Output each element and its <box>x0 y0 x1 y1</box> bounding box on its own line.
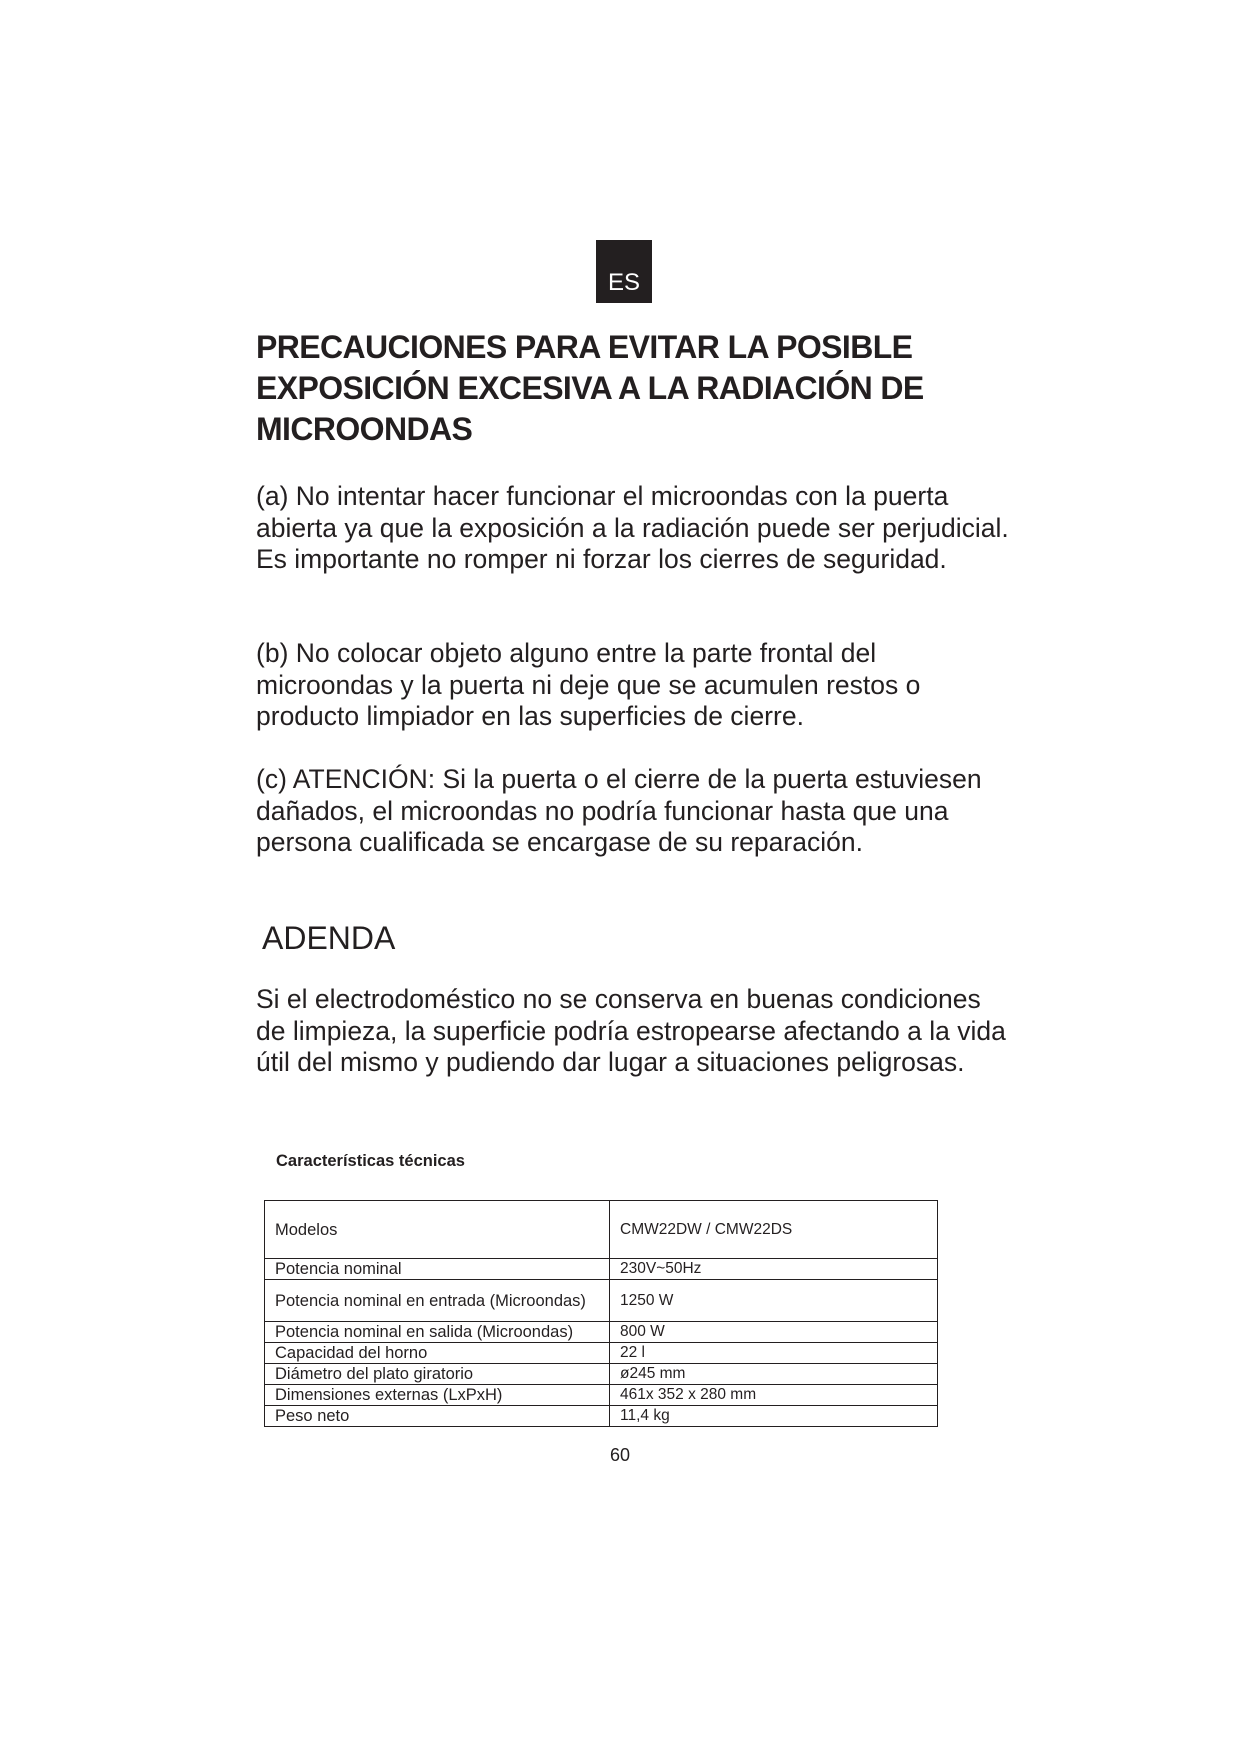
precaution-b: (b) No colocar objeto alguno entre la parte frontal del microondas y la puerta ni deje que se acumulen restos o producto limpiador en las superficies de cierre. <box>256 638 921 731</box>
table-row <box>265 1385 938 1406</box>
spec-value: 1250 W <box>610 1280 938 1322</box>
spec-value: ø245 mm <box>610 1364 938 1385</box>
spec-label: Dimensiones externas (LxPxH) <box>265 1385 610 1406</box>
page-title: PRECAUCIONES PARA EVITAR LA POSIBLE EXPOSICIÓN EXCESIVA A LA RADIACIÓN DE MICROONDAS <box>256 329 924 447</box>
specs-caption: Características técnicas <box>276 1152 465 1170</box>
spec-value: 461x 352 x 280 mm <box>610 1385 938 1406</box>
spec-value: 800 W <box>610 1322 938 1343</box>
specs-table <box>264 1200 938 1427</box>
spec-value: 11,4 kg <box>610 1406 938 1427</box>
language-badge <box>596 240 652 303</box>
table-row <box>265 1280 938 1322</box>
spec-label: Potencia nominal <box>265 1259 610 1280</box>
spec-label: Potencia nominal en entrada (Microondas) <box>265 1280 610 1322</box>
spec-label: Diámetro del plato giratorio <box>265 1364 610 1385</box>
table-row <box>265 1322 938 1343</box>
spec-value: 230V~50Hz <box>610 1259 938 1280</box>
precaution-c: (c) ATENCIÓN: Si la puerta o el cierre de la puerta estuviesen dañados, el microondas no podría funcionar hasta que una persona cualificada se encargase de su reparación. <box>256 764 982 857</box>
spec-label: Modelos <box>265 1201 610 1259</box>
addendum-heading: ADENDA <box>262 920 396 956</box>
language-badge-label: ES <box>607 269 640 296</box>
table-row <box>265 1406 938 1427</box>
table-row <box>265 1259 938 1280</box>
spec-label: Potencia nominal en salida (Microondas) <box>265 1322 610 1343</box>
table-row <box>265 1364 938 1385</box>
spec-label: Peso neto <box>265 1406 610 1427</box>
spec-label: Capacidad del horno <box>265 1343 610 1364</box>
precaution-a: (a) No intentar hacer funcionar el microondas con la puerta abierta ya que la exposición a la radiación puede ser perjudicial. Es importante no romper ni forzar los cierres de seguridad. <box>256 481 1009 574</box>
table-row <box>265 1201 938 1259</box>
spec-value: CMW22DW / CMW22DS <box>610 1201 938 1259</box>
spec-value: 22 l <box>610 1343 938 1364</box>
page-number: 60 <box>609 1445 631 1465</box>
addendum-text: Si el electrodoméstico no se conserva en buenas condiciones de limpieza, la superficie podría estropearse afectando a la vida útil del mismo y pudiendo dar lugar a situaciones peligrosas. <box>256 984 1006 1077</box>
table-row <box>265 1343 938 1364</box>
